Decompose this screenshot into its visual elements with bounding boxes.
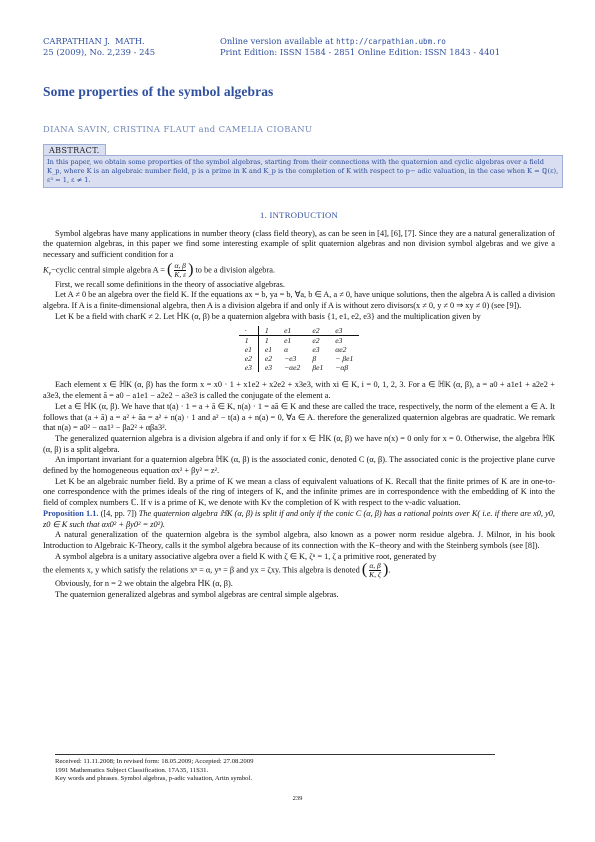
paragraph: Symbol algebras have many applications in number theory (class field theory), as can be seen in [4], [6], [7]. Since they are a natural generalization of the quaternion algebras, in this paper we find some interesting example of split quaternion algebras and non division symbol algebras and we give a necessary and sufficient condition for a — [43, 228, 555, 260]
table-cell: e2 — [264, 354, 273, 364]
paragraph: the elements x, y which satisfy the relations xⁿ = α, yⁿ = β and yx = ζxy. This algebra is denoted ( $\frac{\alpha, \beta}{K, \zeta}$ ). — [43, 561, 391, 580]
keywords: Key words and phrases. Symbol algebras, p-adic valuation, Artin symbol. — [55, 775, 253, 783]
table-cell: e1 — [278, 326, 306, 336]
page-number: 239 — [292, 795, 303, 802]
symbol-fraction — [367, 562, 383, 579]
table-cell: e3 — [312, 345, 320, 355]
journal-name: CARPATHIAN J. — [43, 36, 110, 46]
inline-math: K — [43, 265, 49, 275]
paragraph: Obviously, for n = 2 we obtain the algebra ℍK (α, β). — [55, 579, 233, 589]
table-cell: 1 — [239, 336, 259, 346]
paragraph: First, we recall some definitions in the theory of associative algebras. — [55, 279, 285, 289]
proposition-label: Proposition 1.1. — [43, 508, 99, 518]
proposition — [43, 509, 555, 530]
table-cell: − βe1 — [335, 354, 354, 364]
table-row — [239, 354, 360, 363]
fraction-denominator: K, ε — [174, 269, 187, 279]
inline-text: the elements x, y which satisfy the relations xⁿ = α, yⁿ = β and yx = ζxy. This algebra is denoted — [43, 565, 360, 575]
inline-text: −cyclic central simple algebra A = — [51, 265, 165, 275]
table-cell: e2 — [312, 336, 320, 346]
received-dates: Received: 11.11.2008; In revised form: 18.05.2009; Accepted: 27.08.2009 — [55, 758, 254, 765]
table-cell: 1 — [258, 326, 278, 336]
table-cell: e1 — [239, 345, 259, 354]
paragraph: A symbol algebra is a unitary associative algebra over a field K with ζ ∈ K, ζⁿ = 1, ζ a primitive root, generated by — [55, 551, 437, 561]
table-cell: −αβ — [335, 363, 349, 373]
table-cell: e3 — [335, 336, 343, 346]
table-row — [239, 345, 360, 354]
edition-info — [220, 36, 560, 58]
table-cell: e1 — [264, 345, 273, 355]
authors: DIANA SAVIN, CRISTINA FLAUT and CAMELIA CIOBANU — [43, 124, 313, 134]
symbol-fraction — [172, 262, 188, 279]
multiplication-table — [239, 326, 360, 372]
table-cell: βe1 — [312, 363, 324, 373]
paragraph: A natural generalization of the quaternion algebra is the symbol algebra, also known as a power norm residue algebra. J. Milnor, in his book Introduction to Algebraic K-Theory, calls it the symbol algebra because of its connection with the K−theory and with the Steinberg symbols (see [8]). — [43, 530, 555, 550]
paragraph: The quaternion generalized algebras and symbol algebras are central simple algebras. — [55, 590, 339, 600]
paragraph: Let K be a field with charK ≠ 2. Let ℍK (α, β) be a quaternion algebra with basis {1, e1, e2, e3} and the multiplication given by — [55, 311, 481, 321]
table-cell: 1 — [264, 336, 269, 346]
fraction-numerator: α, β — [369, 561, 381, 571]
table-cell: e3 — [264, 363, 273, 373]
footnote-rule — [55, 754, 495, 755]
print-edition: Print Edition: ISSN 1584 - 2851 Online Edition: ISSN 1843 - 4401 — [220, 47, 501, 57]
proposition-ref: ([4, pp. 7]) — [100, 508, 137, 518]
paragraph: Let a ∈ ℍK (α, β). We have that t(a) · 1 = a + ā ∈ K, n(a) · 1 = aā ∈ K and these are called the trace, respectively, the norm of the element a ∈ A. It follows that (a + ā) a = a² + āa = a² + n(a) · 1 and a² − t(a) a + n(a) = 0, ∀a ∈ A. therefore the generalized quaternion algebras are quadratic. We remark that n(a) = a0² − αa1² − βa2² + αβa3². — [43, 401, 555, 433]
inline-text: to be a division algebra. — [195, 265, 275, 275]
page-range: 239 - 245 — [115, 47, 156, 57]
journal-field: MATH. — [115, 36, 145, 46]
paragraph: Let A ≠ 0 be an algebra over the field K. If the equations ax = b, ya = b, ∀a, b ∈ A, a ≠ 0, have unique solutions, then the algebra A is called a division algebra. If A is a finite-dimensional algebra, then A is a division algebra if and only if A is without zero divisors(x ≠ 0, y ≠ 0 ⇒ xy ≠ 0) (see [9]). — [43, 290, 555, 310]
paragraph: Let K be an algebraic number field. By a prime of K we mean a class of equivalent valuations of K. Recall that the finite primes of K are in one-to-one correspondence with the primes ideals of the ring of integers of K, and the infinite primes are in correspondence with the embedding of K into the field of complex numbers ℂ. If v is a prime of K, we denote with Kv the completion of K with respect to the v-adic valuation. — [43, 476, 555, 508]
abstract-text: In this paper, we obtain some properties of the symbol algebras, starting from their connections with the quaternion and cyclic algebras over a field K_p, where K is an algebraic number field, p is a prime in K and K_p is the completion of K with respect to p− adic valuation, in the case when K = ℚ(ε), ε³ = 1, ε ≠ 1. — [43, 155, 563, 188]
table-row — [239, 363, 360, 372]
paper-body — [43, 208, 555, 601]
footnotes — [55, 758, 495, 784]
paragraph: Each element x ∈ ℍK (α, β) has the form x = x0 · 1 + x1e2 + x2e2 + x3e3, with xi ∈ K, i = 0, 1, 2, 3. For a ∈ ℍK (α, β), a = a0 + a1e1 + a2e2 + a3e3, the element ā = a0 − a1e1 − a2e2 − a3e3 is called the conjugate of the element a. — [43, 380, 555, 401]
table-header-row — [239, 326, 360, 336]
volume-issue: 25 (2009), No. 2, — [43, 47, 116, 57]
paper-title: Some properties of the symbol algebras — [43, 84, 274, 99]
table-cell: e2 — [239, 354, 259, 363]
journal-info — [43, 36, 203, 58]
fraction-numerator: α, β — [174, 260, 186, 270]
online-url-link[interactable]: http://carpathian.ubm.ro — [336, 37, 446, 46]
abstract-label: ABSTRACT. — [43, 144, 106, 157]
proposition-text: The quaternion algebra ℍK (α, β) is split if and only if the conic C (α, β) has a rational points over K( i.e. if there are x0, y0, z0 ∈ K such that αx0² + βy0² = z0²). — [43, 508, 556, 529]
section-heading: 1. INTRODUCTION — [259, 210, 339, 220]
fraction-denominator: K, ζ — [369, 570, 381, 580]
journal-header — [43, 36, 563, 66]
table-cell: −e3 — [284, 354, 297, 364]
table-cell: β — [312, 354, 317, 364]
paragraph: The generalized quaternion algebra is a division algebra if and only if for x ∈ ℍK (α, β) we have n(x) = 0 only for x = 0. Otherwise, the algebra ℍK (α, β) is a split algebra. — [43, 433, 555, 454]
table-row — [239, 336, 360, 346]
table-cell: e3 — [329, 326, 359, 336]
table-cell: αe2 — [335, 345, 347, 355]
online-prefix: Online version available at — [220, 36, 334, 46]
paragraph: An important invariant for a quaternion algebra ℍK (α, β) is the associated conic, denoted C (α, β). The associated conic is the projective plane curve defined by the homogeneous equation αx² + βy² = z². — [43, 455, 555, 476]
table-cell: α — [284, 345, 289, 355]
table-cell: e2 — [306, 326, 329, 336]
table-cell: e3 — [239, 363, 259, 372]
table-cell: −αe2 — [284, 363, 301, 373]
paragraph: $K_v-cyclic$ central simple algebra A = ( $\frac{\alpha, \beta}{K, \varepsilon}$ ) to be a division algebra. — [43, 260, 275, 279]
table-cell: · — [239, 326, 259, 336]
msc-classification: 1991 Mathematics Subject Classification. 17A35, 11S31. — [55, 766, 209, 774]
table-cell: e1 — [284, 336, 292, 346]
